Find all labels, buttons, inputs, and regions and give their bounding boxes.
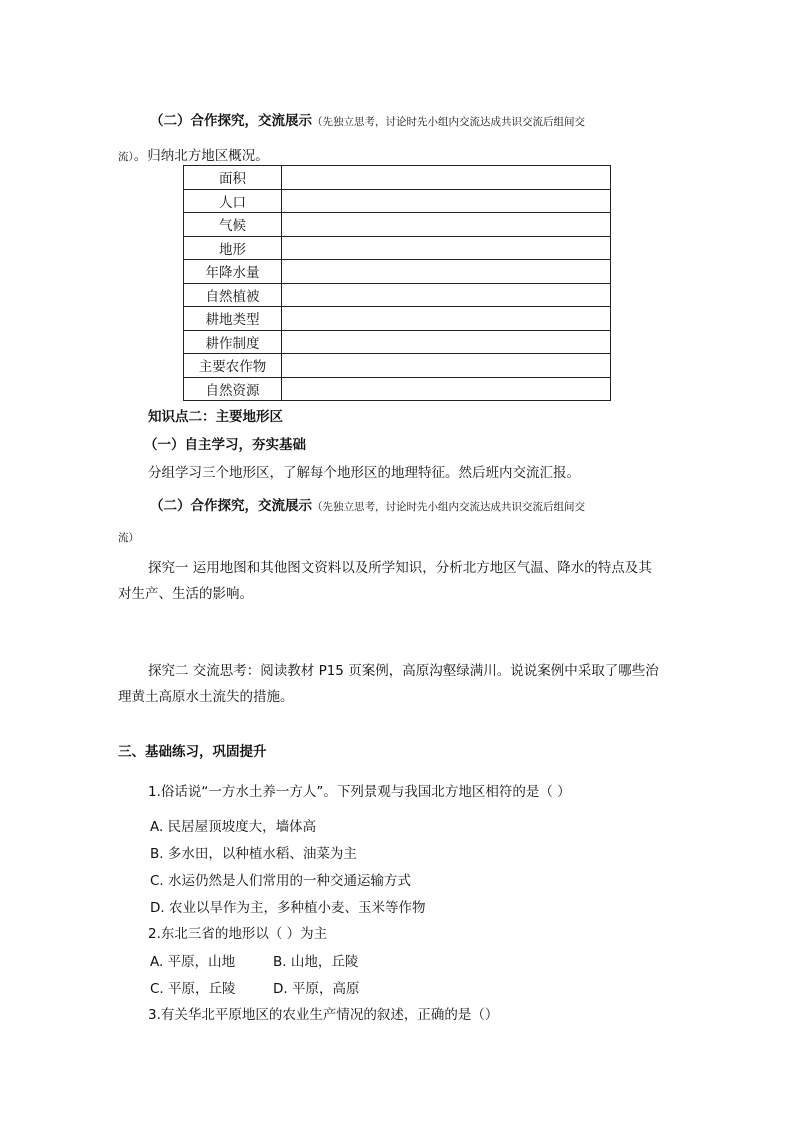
knowledge2-sub1: （一）自主学习，夯实基础 — [144, 437, 306, 453]
q2-option-d: D. 平原，高原 — [273, 981, 360, 997]
row-value[interactable] — [282, 307, 611, 331]
question-2: 2.东北三省的地形以（ ）为主 — [148, 926, 328, 942]
section2a-note: （先独立思考，讨论时先小组内交流达成共识交流后组间交 — [312, 116, 585, 128]
q2-option-a: A. 平原，山地 — [150, 954, 236, 970]
knowledge2-sub2-note: （先独立思考，讨论时先小组内交流达成共识交流后组间交 — [312, 501, 585, 513]
q1-option-a: A. 民居屋顶坡度大，墙体高 — [150, 819, 317, 835]
row-label: 主要农作物 — [184, 354, 282, 378]
explore1-line2: 对生产、生活的影响。 — [118, 586, 253, 602]
section2a-cont-note: 流） — [118, 151, 134, 163]
row-value[interactable] — [282, 260, 611, 284]
row-value[interactable] — [282, 189, 611, 213]
knowledge2-sub2-heading: （二）合作探究，交流展示 — [150, 498, 312, 514]
knowledge2-sub1-text: 分组学习三个地形区，了解每个地形区的地理特征。然后班内交流汇报。 — [148, 465, 580, 481]
knowledge2-sub2-line1 — [150, 494, 585, 514]
table-row — [184, 283, 611, 307]
row-label: 气候 — [184, 213, 282, 237]
table-row — [184, 236, 611, 260]
row-label: 自然资源 — [184, 377, 282, 401]
table-row — [184, 330, 611, 354]
q1-option-c: C. 水运仍然是人们常用的一种交通运输方式 — [150, 873, 412, 889]
section3-title: 三、基础练习，巩固提升 — [118, 744, 267, 760]
question-3: 3.有关华北平原地区的农业生产情况的叙述，正确的是（） — [148, 1007, 499, 1023]
section2a-line1 — [150, 109, 585, 129]
section2a-heading: （二）合作探究，交流展示 — [150, 113, 312, 129]
row-value[interactable] — [282, 377, 611, 401]
table-row — [184, 166, 611, 190]
knowledge2-title: 知识点二：主要地形区 — [148, 409, 283, 425]
row-value[interactable] — [282, 330, 611, 354]
table-row — [184, 377, 611, 401]
table-row — [184, 354, 611, 378]
table-row — [184, 189, 611, 213]
north-region-overview-table — [183, 165, 611, 401]
row-value[interactable] — [282, 283, 611, 307]
explore1-line1: 探究一 运用地图和其他图文资料以及所学知识，分析北方地区气温、降水的特点及其 — [148, 560, 652, 576]
row-value[interactable] — [282, 213, 611, 237]
row-label: 地形 — [184, 236, 282, 260]
explore2-line2: 理黄土高原水土流失的措施。 — [118, 689, 294, 705]
q2-option-b: B. 山地，丘陵 — [273, 954, 359, 970]
row-value[interactable] — [282, 166, 611, 190]
row-label: 人口 — [184, 189, 282, 213]
row-label: 年降水量 — [184, 260, 282, 284]
section2a-cont-text: 。归纳北方地区概况。 — [133, 148, 269, 164]
row-label: 耕地类型 — [184, 307, 282, 331]
q1-option-d: D. 农业以旱作为主，多种植小麦、玉米等作物 — [150, 900, 426, 916]
q2-option-c: C. 平原，丘陵 — [150, 981, 236, 997]
row-label: 耕作制度 — [184, 330, 282, 354]
section2a-line2 — [118, 144, 269, 164]
knowledge2-sub2-cont: 流） — [118, 532, 139, 544]
table-row — [184, 307, 611, 331]
row-value[interactable] — [282, 354, 611, 378]
table-row — [184, 213, 611, 237]
question-1: 1.俗话说“一方水土养一方人”。下列景观与我国北方地区相符的是（ ） — [148, 784, 571, 800]
row-value[interactable] — [282, 236, 611, 260]
explore2-line1: 探究二 交流思考：阅读教材 P15 页案例，高原沟壑绿满川。说说案例中采取了哪些治 — [148, 663, 659, 679]
row-label: 自然植被 — [184, 283, 282, 307]
row-label: 面积 — [184, 166, 282, 190]
q1-option-b: B. 多水田，以种植水稻、油菜为主 — [150, 846, 357, 862]
table-row — [184, 260, 611, 284]
